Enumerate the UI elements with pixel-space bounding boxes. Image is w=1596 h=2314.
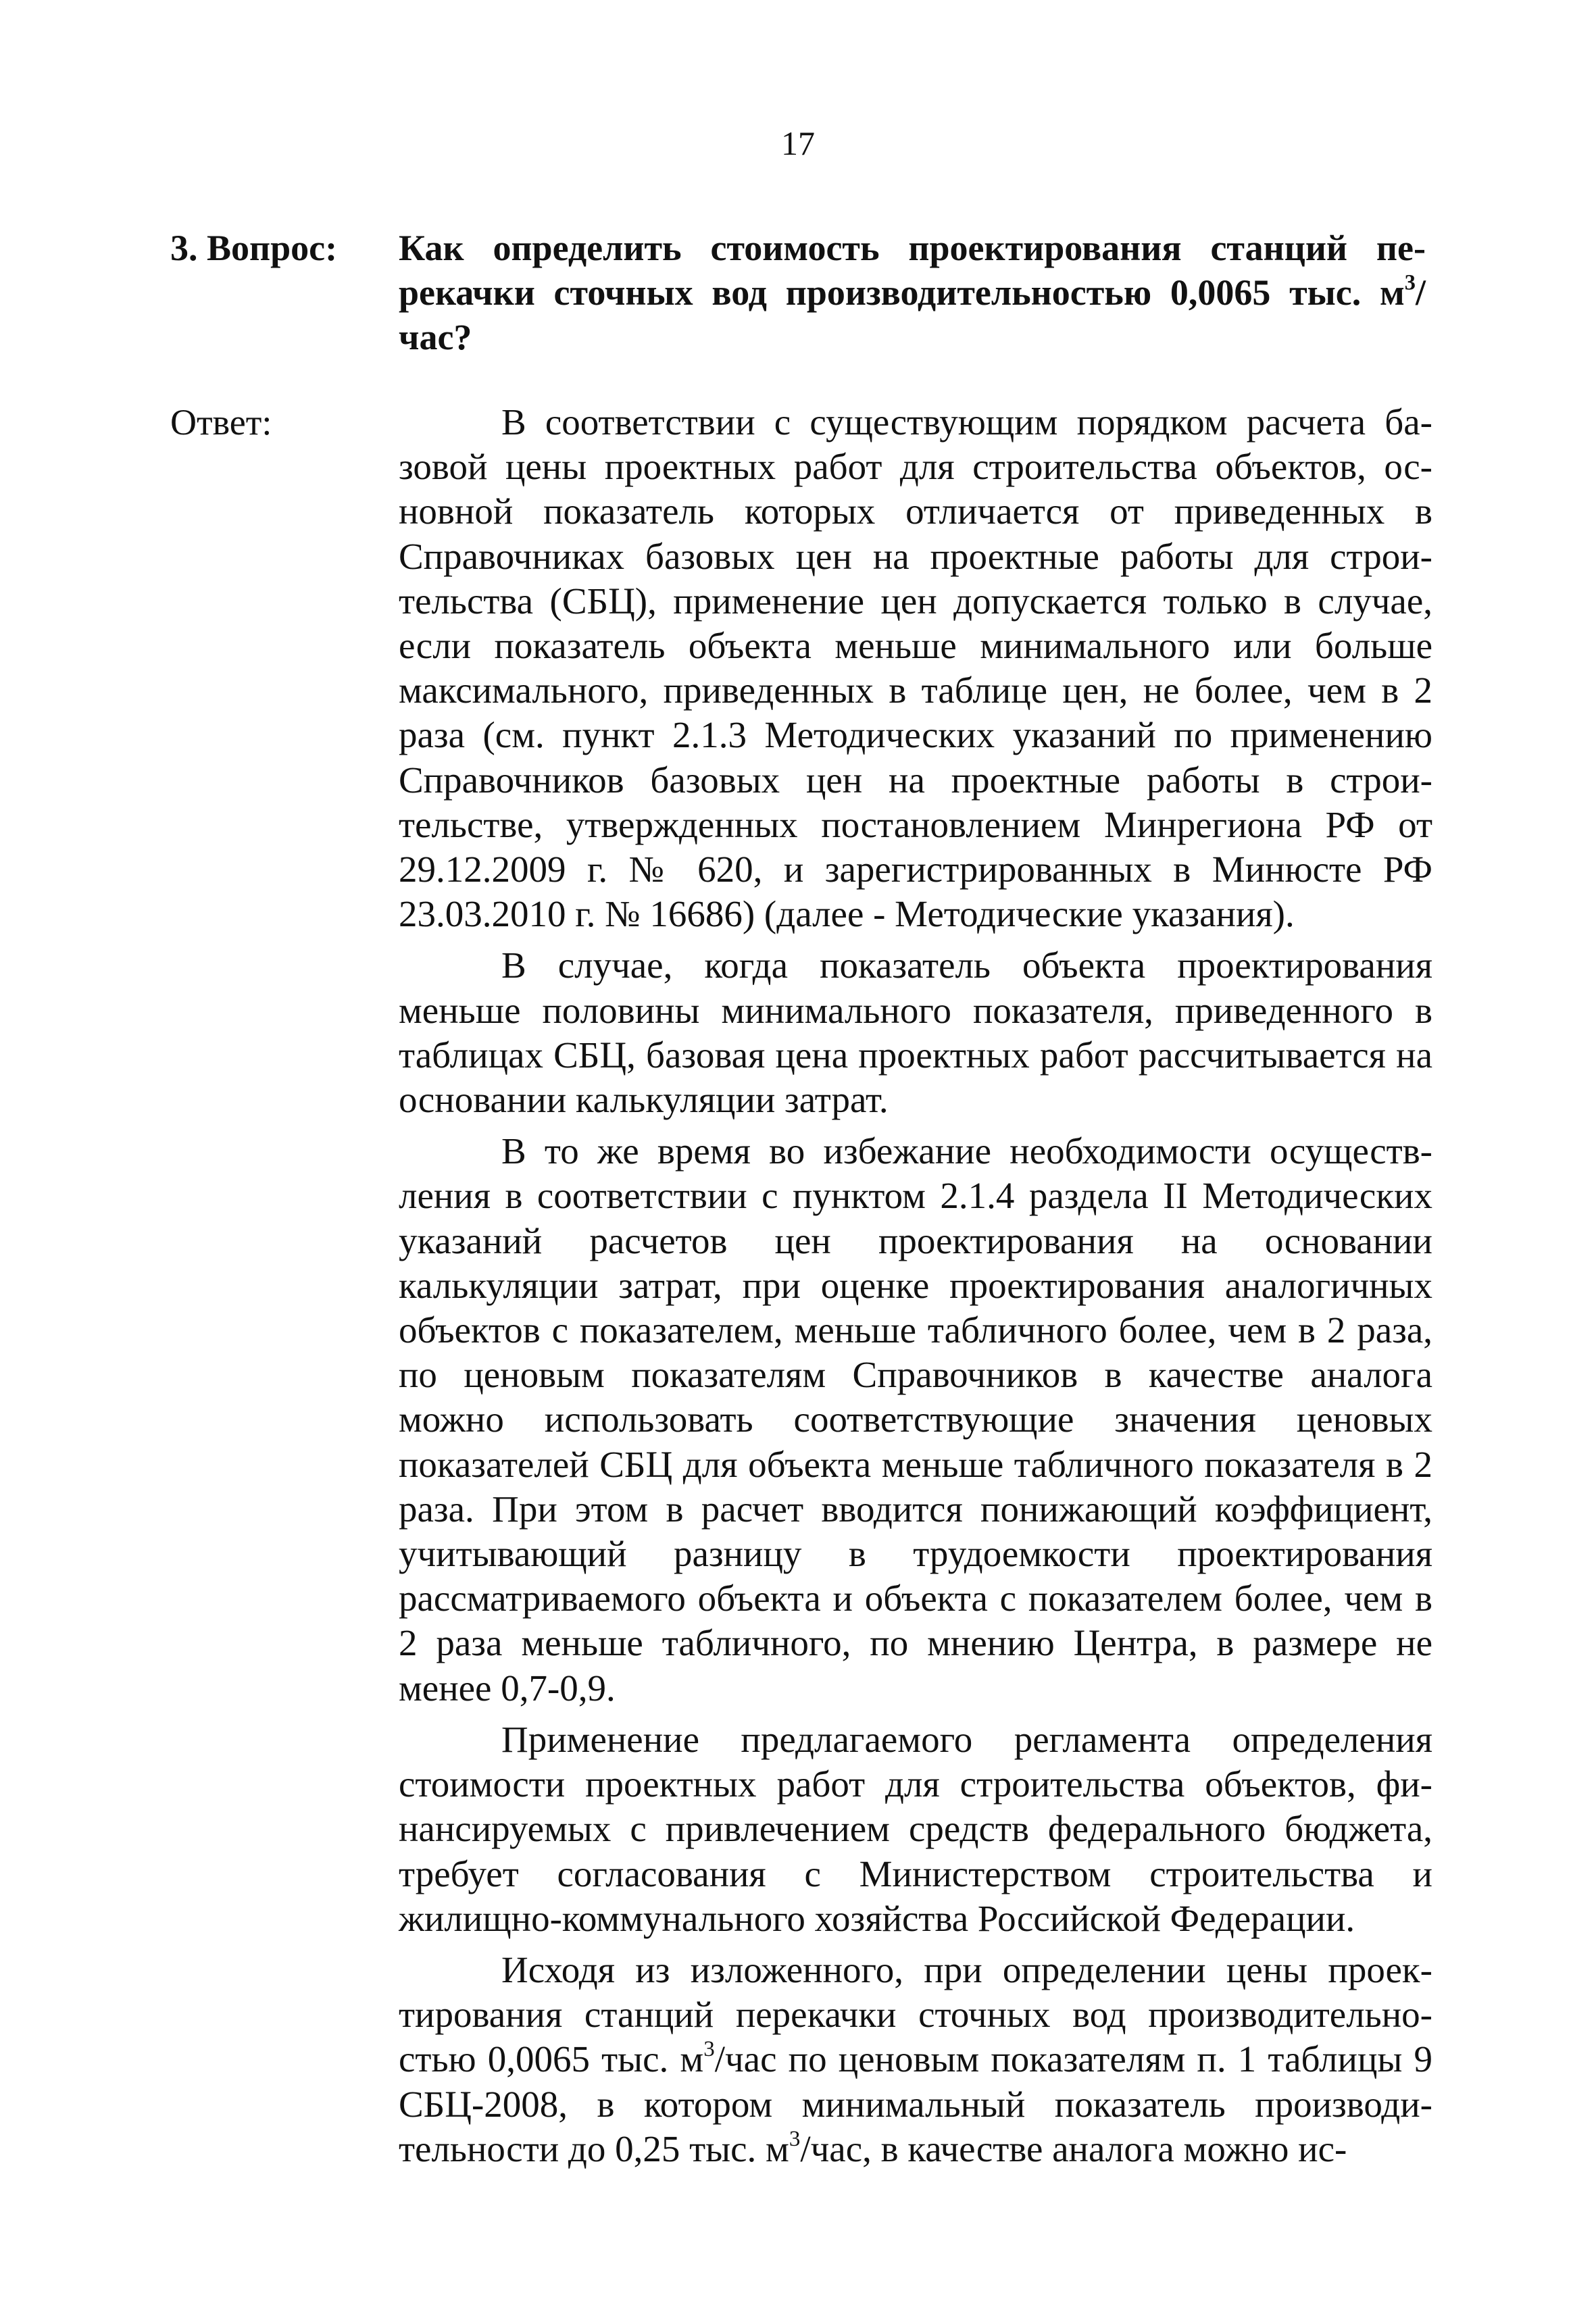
question-superscript: 3 [1404,270,1416,295]
answer-superscript-1: 3 [703,2037,715,2062]
answer-paragraph-4: Применение предлагаемого регламента определения стоимости проектных работ для строительства объектов, финансируемых с привлечением средств федерального бюджета, требует согласования с Министерством строительства и жилищно-коммунального хозяйства Российской Федерации. [399,1718,1432,1939]
answer-paragraph-2: В случае, когда показатель объекта проектирования меньше половины минимального показателя, приведенного в таблицах СБЦ, базовая цена проектных работ рассчитывается на основании калькуляции затрат. [399,945,1432,1121]
answer-paragraph-1: В соответствии с существующим порядком расчета базовой цены проектных работ для строительства объектов, основной показатель которых отличается от приведенных в Справочниках базовых цен на проектные работы для строительства (СБЦ), применение цен допускается только в случае, если показатель объекта меньше минимального или больше максимального, приведенных в таблице цен, не более, чем в 2 раза (см. пункт 2.1.3 Методических указаний по применению Справочников базовых цен на проектные работы в строительстве, утвержденных постановлением Минрегиона РФ от 29.12.2009 г. № 620, и зарегистрированных в Минюсте РФ 23.03.2010 г. № 16686) (далее - Методические указания). [399,401,1432,935]
answer-paragraph-5-part-1: Исходя из изложенного, при определении цены проектирования станций перекачки сточных вод производительностью 0,0065 тыс. м [399,1948,1432,2080]
answer-superscript-2: 3 [789,2126,801,2151]
question-text [399,226,1426,359]
question-text-main: Как определить стоимость проектирования станций перекачки сточных вод производительностью 0,0065 тыс. м [399,228,1426,313]
answer-paragraph-3: В то же время во избежание необходимости осуществления в соответствии с пунктом 2.1.4 раздела II Методических указаний расчетов цен проектирования на основании калькуляции затрат, при оценке проектирования аналогичных объектов с показателем, меньше табличного более, чем в 2 раза, по ценовым показателям Справочников в качестве аналога можно использовать соответствующие значения ценовых показателей СБЦ для объекта меньше табличного показателя в 2 раза. При этом в расчет вводится понижающий коэффициент, учитывающий разницу в трудоемкости проектирования рассматриваемого объекта и объекта с показателем более, чем в 2 раза меньше табличного, по мнению Центра, в размере не менее 0,7-0,9. [399,1130,1432,1709]
answer-paragraph-5 [399,1948,1432,2171]
page-number: 17 [781,124,815,162]
question-text-end: /час? [399,272,1426,357]
answer-paragraph-5-part-3: /час, в качестве аналога можно ис- [800,2128,1347,2169]
answer-label: Ответ: [170,402,272,443]
answer-paragraph-5-part-2: /час по ценовым показателям п. 1 таблицы 9 СБЦ-2008, в котором минимальный показатель производительности до 0,25 тыс. м [399,2038,1432,2169]
answer-body [399,400,1432,2178]
question-label: 3. Вопрос: [170,228,338,268]
